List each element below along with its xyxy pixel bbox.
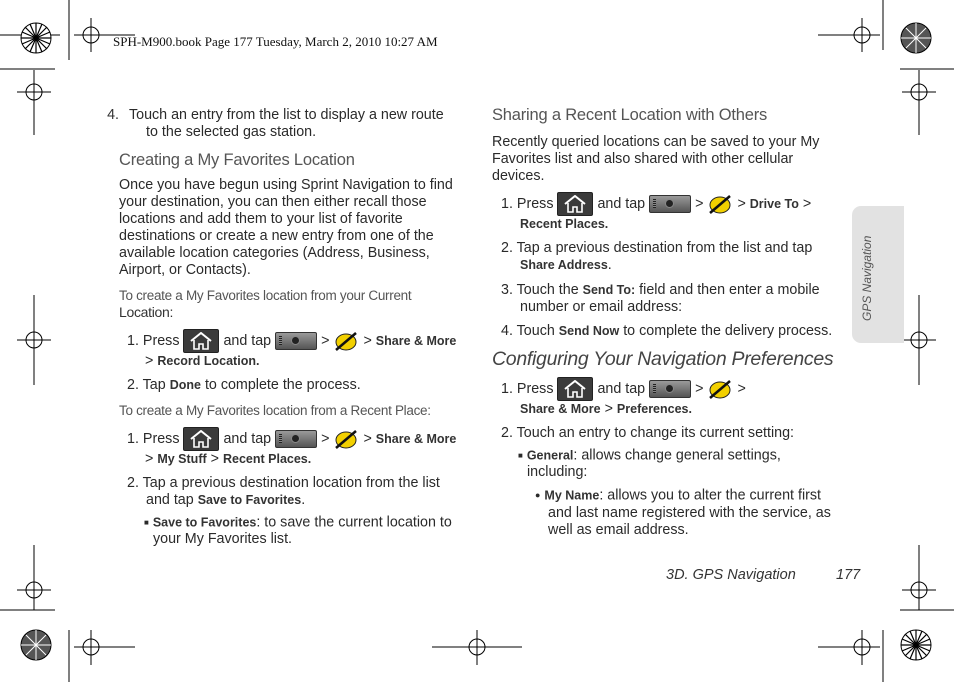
- bullet-square-icon: ■: [144, 518, 149, 527]
- subheading-current-location: To create a My Favorites location from your Current Location:: [119, 288, 412, 320]
- recent-step-2: 2. Tap a previous destination location from the list and tap Save to Favorites.: [127, 475, 440, 508]
- home-key-icon: [557, 192, 593, 216]
- bullet-square-icon: ■: [518, 451, 523, 460]
- prefs-step-2: 2. Touch an entry to change its current setting:: [501, 425, 795, 441]
- bullet-dot-icon: ●: [535, 490, 541, 501]
- prefs-step-1: 1. Press and tap > > Share & More > Preferences.: [501, 377, 847, 418]
- print-header: SPH-M900.book Page 177 Tuesday, March 2, 2010 10:27 AM: [113, 34, 438, 49]
- share-step-1: 1. Press and tap > > Drive To > Recent Places.: [501, 192, 847, 233]
- my-name-bullet: ● My Name: allows you to alter the current first and last name registered with the service, as well as email address.: [535, 487, 831, 538]
- menu-key-icon: [649, 380, 691, 398]
- subheading-recent-place: To create a My Favorites location from a Recent Place:: [119, 403, 431, 418]
- heading-sharing: Sharing a Recent Location with Others: [492, 106, 768, 124]
- recent-step-1: 1. Press and tap > > Share & More > My Stuff > Recent Places.: [127, 427, 474, 468]
- navigation-app-icon: [707, 193, 733, 215]
- save-to-favorites-bullet: ■ Save to Favorites: to save the current location to your My Favorites list.: [144, 514, 452, 548]
- left-column: [107, 107, 474, 548]
- navigation-app-icon: [707, 378, 733, 400]
- share-step-3: 3. Touch the Send To: field and then enter a mobile number or email address:: [501, 282, 820, 315]
- menu-key-icon: [649, 195, 691, 213]
- favorites-intro: Once you have begun using Sprint Navigation to find your destination, you can then either recall those locations and add them to your list of favorite destinations or create a new entry from one of the available location categories (Address, Business, Airport, or Contacts).: [119, 177, 453, 278]
- side-tab-label: GPS Navigation: [860, 235, 874, 321]
- current-step-1: 1. Press and tap > > Share & More > Record Location.: [127, 329, 474, 370]
- home-key-icon: [183, 329, 219, 353]
- section-side-tab: [852, 206, 904, 343]
- page-number: 177: [836, 567, 861, 583]
- home-key-icon: [557, 377, 593, 401]
- navigation-app-icon: [333, 330, 359, 352]
- share-step-2: 2. Tap a previous destination from the list and tap Share Address.: [501, 240, 813, 273]
- menu-key-icon: [275, 332, 317, 350]
- general-bullet: ■ General: allows change general settings, including:: [518, 447, 781, 481]
- share-step-4: 4. Touch Send Now to complete the delivery process.: [501, 323, 833, 339]
- navigation-app-icon: [333, 428, 359, 450]
- home-key-icon: [183, 427, 219, 451]
- menu-key-icon: [275, 430, 317, 448]
- footer-section: 3D. GPS Navigation: [666, 567, 796, 583]
- step-4: 4. Touch an entry from the list to display a new route to the selected gas station.: [107, 107, 444, 140]
- heading-preferences: Configuring Your Navigation Preferences: [492, 348, 834, 370]
- sharing-intro: Recently queried locations can be saved to your My Favorites list and also shared with other cellular devices.: [492, 134, 820, 184]
- heading-favorites: Creating a My Favorites Location: [119, 151, 355, 169]
- right-column: [492, 107, 847, 539]
- current-step-2: 2. Tap Done to complete the process.: [127, 377, 361, 393]
